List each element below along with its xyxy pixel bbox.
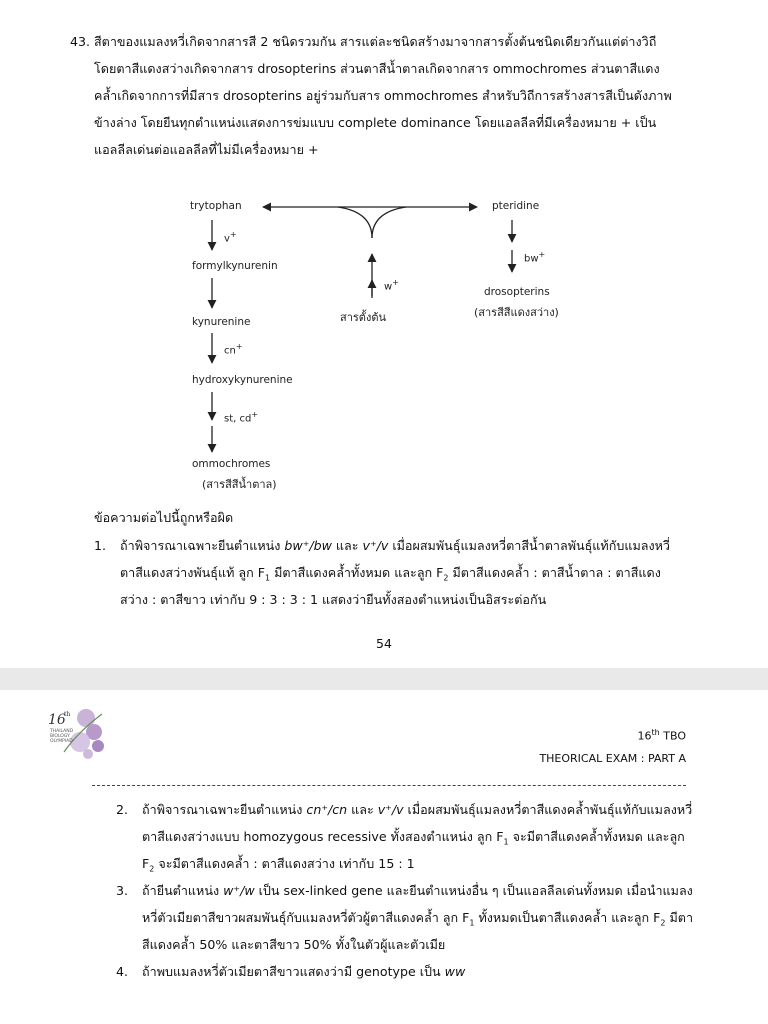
header-part: THEORICAL EXAM : PART A xyxy=(539,752,686,765)
statement-4-line-1: ถ้าพบแมลงหวี่ตัวเมียตาสีขาวแสดงว่ามี genotype เป็น ww xyxy=(142,964,466,979)
svg-text:16: 16 xyxy=(48,712,66,728)
question-43-line-1: 43. สีตาของแมลงหวี่เกิดจากสารสี 2 ชนิดรวมกัน สารแต่ละชนิดสร้างมาจากสารตั้งต้นชนิดเดียวกันแต่ต่างวิถี xyxy=(70,28,700,55)
gene-st-cd-label: st, cd+ xyxy=(224,410,259,425)
true-false-prompt: ข้อความต่อไปนี้ถูกหรือผิด xyxy=(94,510,234,525)
statement-1-line-1: ถ้าพิจารณาเฉพาะยีนตำแหน่ง bw⁺/bw และ v⁺/v เมื่อผสมพันธุ์แมลงหวี่ตาสีน้ำตาลพันธุ์แท้กับแมลงหวี่ xyxy=(120,538,670,553)
question-43-line-5: แอลลีลเด่นต่อแอลลีลที่ไม่มีเครื่องหมาย + xyxy=(94,142,319,157)
label-kynurenine: kynurenine xyxy=(192,316,251,328)
statement-2-line-1: ถ้าพิจารณาเฉพาะยีนตำแหน่ง cn⁺/cn และ v⁺/v เมื่อผสมพันธุ์แมลงหวี่ตาสีแดงคล้ำพันธุ์แท้กับแมลงหวี่ xyxy=(142,802,693,817)
statement-3-line-2: หวี่ตัวเมียตาสีขาวผสมพันธุ์กับแมลงหวี่ตัวผู้ตาสีแดงคล้ำ ลูก $F_1$ ทั้งหมดเป็นตาสีแดงคล้ำ และลูก $F_2$ มีตา xyxy=(142,910,694,928)
statement-2-line-2: ตาสีแดงสว่างแบบ homozygous recessive ทั้งสองตำแหน่ง ลูก $F_1$ จะมีตาสีแดงคล้ำทั้งหมด และลูก xyxy=(142,829,685,847)
question-43-line-3: คล้ำเกิดจากการที่มีสาร drosopterins อยู่ร่วมกับสาร ommochromes สำหรับวิถีการสร้างสารสีเป็นดังภาพ xyxy=(94,88,672,103)
pigment-pathway-diagram xyxy=(150,190,610,500)
gene-bw-label: bw+ xyxy=(524,250,546,265)
gene-cn-label: cn+ xyxy=(224,342,243,357)
header-tbo: 16th TBO xyxy=(637,728,686,743)
page-gap xyxy=(0,668,768,690)
statement-1-line-3: สว่าง : ตาสีขาว เท่ากับ 9 : 3 : 3 : 1 แสดงว่ายีนทั้งสองตำแหน่งเป็นอิสระต่อกัน xyxy=(120,592,547,607)
label-hydroxykynurenine: hydroxykynurenine xyxy=(192,374,293,386)
svg-text:th: th xyxy=(64,711,71,718)
question-number: 43. xyxy=(70,34,91,49)
label-precursor: สารตั้งต้น xyxy=(340,311,386,324)
statement-3-line-3: สีแดงคล้ำ 50% และตาสีขาว 50% ทั้งในตัวผู้และตัวเมีย xyxy=(142,937,446,952)
label-ommochromes: ommochromes xyxy=(192,458,271,470)
statement-2-line-3: $F_2$ จะมีตาสีแดงคล้ำ : ตาสีแดงสว่าง เท่ากับ 15 : 1 xyxy=(142,856,415,874)
svg-text:OLYMPIAD: OLYMPIAD xyxy=(50,739,73,744)
fork-right-curve xyxy=(372,207,406,238)
label-ommochromes-note: (สารสีสีน้ำตาล) xyxy=(202,478,277,491)
fork-left-curve xyxy=(338,207,372,238)
tbo-logo xyxy=(44,702,108,760)
statement-1-line-2: ตาสีแดงสว่างพันธุ์แท้ ลูก $F_1$ มีตาสีแดงคล้ำทั้งหมด และลูก $F_2$ มีตาสีแดงคล้ำ : ตาสีน้ำตาล : ตาสีแดง xyxy=(120,565,661,583)
label-drosopterins-note: (สารสีสีแดงสว่าง) xyxy=(474,306,559,319)
label-trytophan: trytophan xyxy=(190,200,242,212)
header-divider xyxy=(92,785,686,786)
statement-number: 1. xyxy=(94,538,107,553)
gene-w-label: w+ xyxy=(384,278,399,293)
label-pteridine: pteridine xyxy=(492,200,540,212)
question-43-line-2: โดยตาสีแดงสว่างเกิดจากสาร drosopterins ส่วนตาสีน้ำตาลเกิดจากสาร ommochromes ส่วนตาสีแดง xyxy=(94,61,660,76)
gene-v-label: v+ xyxy=(224,230,237,245)
label-drosopterins: drosopterins xyxy=(484,286,550,298)
svg-text:BIOLOGY: BIOLOGY xyxy=(50,734,70,739)
pathway-arrows xyxy=(150,190,610,500)
statement-3-line-1: ถ้ายีนตำแหน่ง w⁺/w เป็น sex-linked gene และยีนตำแหน่งอื่น ๆ เป็นแอลลีลเด่นทั้งหมด เมื่อนำแมลง xyxy=(142,883,693,898)
label-formylkynurenin: formylkynurenin xyxy=(192,260,278,272)
exam-page-55: 16 th THAILAND BIOLOGY OLYMPIAD 16th TBO THEORICAL EXAM : PART A 2. ถ้าพิจารณาเฉพาะยีนตำแหน่ง cn⁺/cn และ v⁺/v เมื่อผสมพันธุ์แมลงหวี่ตาสีแดงคล้ำพันธุ์แท้กับแมลงหวี่ ตาสีแดงสว่างแบบ homozygous recessive ทั้งสองตำแหน่ง ลูก $F_1$ จะมีตาสีแดงคล้ำทั้งหมด และลูก $F_2$ จะมีตาสีแดงคล้ำ : ตาสีแดงสว่าง เท่ากับ 15 : 1 3. ถ้ายีนตำแหน่ง w⁺/w เป็น sex-linked gene และยีนตำแหน่งอื่น ๆ เป็นแอลลีลเด่นทั้งหมด เมื่อนำแมลง หวี่ตัวเมียตาสีขาวผสมพันธุ์กับแมลงหวี่ตัวผู้ตาสีแดงคล้ำ ลูก $F_1$ ทั้งหมดเป็นตาสีแดงคล้ำ และลูก $F_2$ มีตา สีแดงคล้ำ 50% และตาสีขาว 50% ทั้งในตัวผู้และตัวเมีย 4. ถ้าพบแมลงหวี่ตัวเมียตาสีขาวแสดงว่ามี genotype เป็น ww xyxy=(0,690,768,1024)
svg-text:THAILAND: THAILAND xyxy=(50,729,74,734)
page-number: 54 xyxy=(376,636,392,651)
question-43-line-4: ข้างล่าง โดยยีนทุกตำแหน่งแสดงการข่มแบบ complete dominance โดยแอลลีลที่มีเครื่องหมาย + เป็น xyxy=(94,115,657,130)
